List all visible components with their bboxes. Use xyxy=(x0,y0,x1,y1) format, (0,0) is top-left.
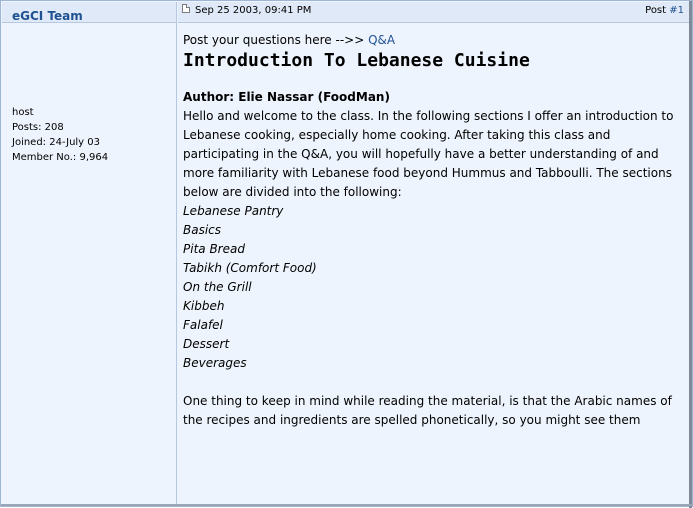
section-item: Pita Bread xyxy=(183,242,245,256)
section-item: Falafel xyxy=(183,318,223,332)
post-panel xyxy=(178,2,690,506)
scrollbar-edge[interactable] xyxy=(689,1,692,508)
section-item: Tabikh (Comfort Food) xyxy=(183,261,317,275)
intro-paragraph: Hello and welcome to the class. In the following sections I offer an introduction to Lebanese cooking, especially home cooking. After taking this class and participating in the Q&A, you will hopefully have a better understanding of and more familiarity with Lebanese food beyond Hummus and Tabboulli. The sections below are divided into the following: xyxy=(183,109,674,199)
post-number xyxy=(645,5,684,16)
author-name-link[interactable]: eGCI Team xyxy=(12,9,83,23)
section-item: Basics xyxy=(183,223,222,237)
author-joined: Joined: 24-July 03 xyxy=(12,137,101,148)
qa-link[interactable]: Q&A xyxy=(368,33,396,47)
post-date: Sep 25 2003, 09:41 PM xyxy=(195,5,312,16)
section-item: Lebanese Pantry xyxy=(183,204,284,218)
post-author-line: Author: Elie Nassar (FoodMan) xyxy=(183,90,390,104)
qa-line xyxy=(183,31,690,50)
qa-prefix: Post your questions here -->> xyxy=(183,33,369,47)
post-body xyxy=(178,23,690,430)
post-title: Introduction To Lebanese Cuisine xyxy=(183,50,530,71)
author-post-count: Posts: 208 xyxy=(12,122,64,133)
section-item: On the Grill xyxy=(183,280,252,294)
post-number-link[interactable]: #1 xyxy=(669,5,684,16)
post-number-label: Post xyxy=(645,5,670,16)
author-role: host xyxy=(12,107,34,118)
author-panel xyxy=(2,2,177,506)
section-list xyxy=(183,202,690,373)
section-item: Dessert xyxy=(183,337,230,351)
closing-paragraph: One thing to keep in mind while reading the material, is that the Arabic names of the recipes and ingredients are spelled phonetically, so you might see them xyxy=(183,394,672,427)
bottom-edge xyxy=(1,504,693,506)
post-header xyxy=(178,2,690,23)
post-page-icon xyxy=(182,4,190,13)
author-info xyxy=(12,105,108,165)
author-member-number: Member No.: 9,964 xyxy=(12,152,109,163)
author-header xyxy=(2,2,176,23)
section-item: Beverages xyxy=(183,356,247,370)
section-item: Kibbeh xyxy=(183,299,225,313)
